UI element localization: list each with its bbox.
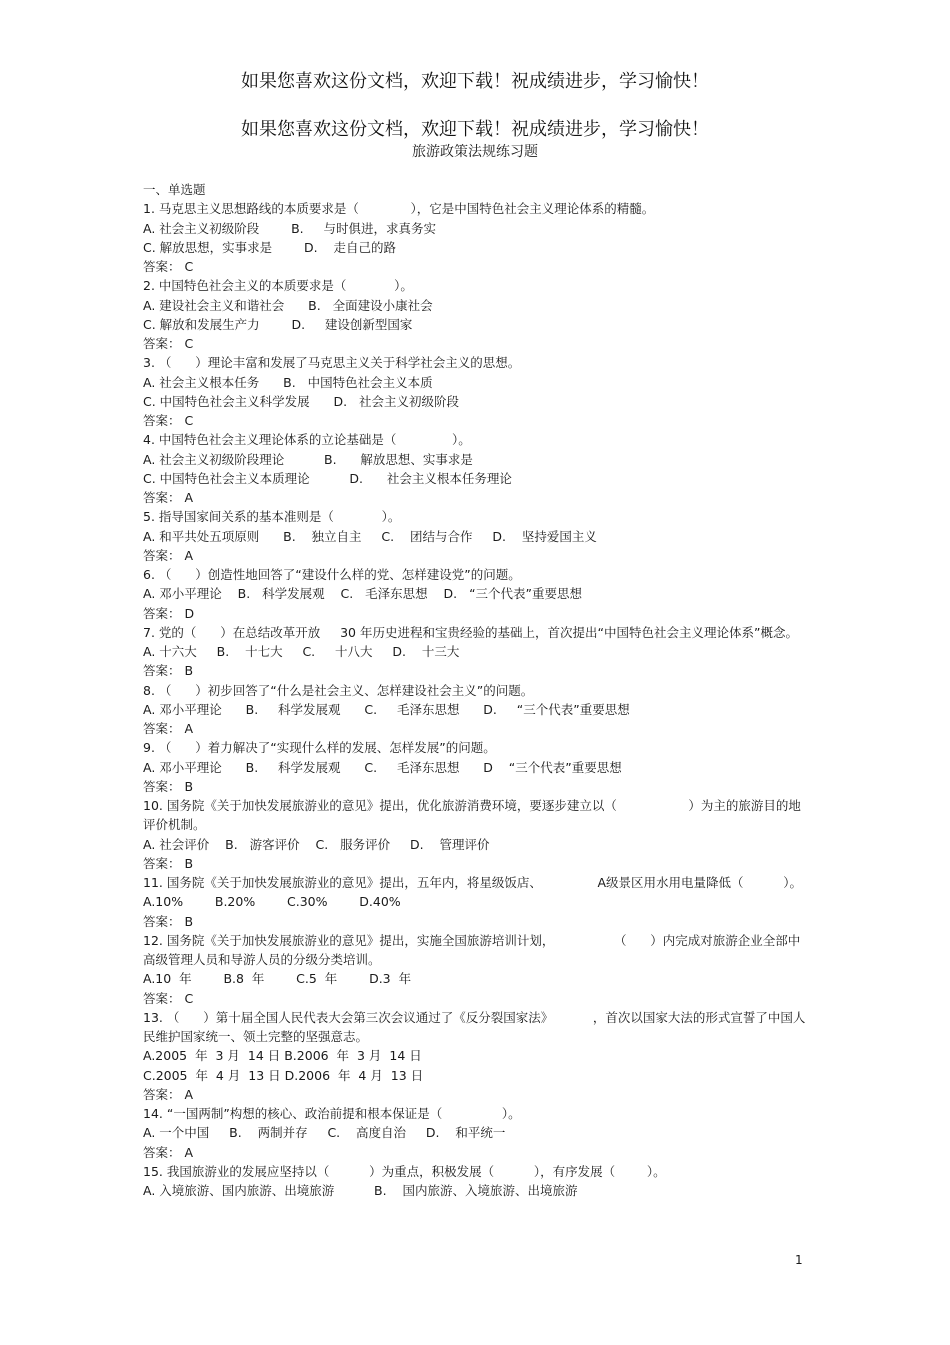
promo-banner-second: 如果您喜欢这份文档，欢迎下载！祝成绩进步，学习愉快！ xyxy=(241,119,709,140)
question-item xyxy=(143,681,823,739)
question-options: A. 邓小平理论 B. 科学发展观 C. 毛泽东思想 D. “三个代表”重要思想 xyxy=(143,586,583,602)
question-item xyxy=(143,430,823,507)
question-options: C.2005 年 4 月 13 日 D.2006 年 4 月 13 日 xyxy=(143,1067,424,1083)
question-options: A.2005 年 3 月 14 日 B.2006 年 3 月 14 日 xyxy=(143,1048,422,1064)
question-options: A. 一个中国 B. 两制并存 C. 高度自治 D. 和平统一 xyxy=(143,1125,506,1141)
question-item xyxy=(143,1162,823,1201)
question-item xyxy=(143,199,823,276)
question-options: A. 社会主义初级阶段理论 B. 解放思想、实事求是 xyxy=(143,451,473,467)
question-options: A.10 年 B.8 年 C.5 年 D.3 年 xyxy=(143,971,412,987)
question-options: A. 社会主义根本任务 B. 中国特色社会主义本质 xyxy=(143,374,433,390)
question-list xyxy=(143,180,823,1200)
question-options: A. 社会评价 B. 游客评价 C. 服务评价 D. 管理评价 xyxy=(143,836,490,852)
question-options: A. 邓小平理论 B. 科学发展观 C. 毛泽东思想 D. “三个代表”重要思想 xyxy=(143,701,630,717)
question-options: C. 中国特色社会主义科学发展 D. 社会主义初级阶段 xyxy=(143,393,460,409)
question-item xyxy=(143,1008,823,1104)
question-item xyxy=(143,796,823,873)
question-options: A. 社会主义初级阶段 B. 与时俱进，求真务实 xyxy=(143,220,436,236)
question-stem: 15. 我国旅游业的发展应坚持以（ ）为重点，积极发展（ ），有序发展（ ）。 xyxy=(143,1163,666,1179)
page-number: 1 xyxy=(795,1253,803,1267)
question-item xyxy=(143,738,823,796)
section-heading: 一、单选题 xyxy=(143,182,206,197)
promo-banner-top: 如果您喜欢这份文档，欢迎下载！祝成绩进步，学习愉快！ xyxy=(241,71,709,92)
question-item xyxy=(143,276,823,353)
question-answer: 答案： B xyxy=(143,913,194,929)
question-options: C. 解放和发展生产力 D. 建设创新型国家 xyxy=(143,316,413,332)
question-stem: 4. 中国特色社会主义理论体系的立论基础是（ ）。 xyxy=(143,432,471,448)
question-options: A. 和平共处五项原则 B. 独立自主 C. 团结与合作 D. 坚持爱国主义 xyxy=(143,528,597,544)
question-answer: 答案： D xyxy=(143,605,195,621)
question-answer: 答案： B xyxy=(143,663,194,679)
question-item xyxy=(143,507,823,565)
question-answer: 答案： C xyxy=(143,336,194,351)
question-stem: 3. （ ）理论丰富和发展了马克思主义关于科学社会主义的思想。 xyxy=(143,355,521,371)
question-answer: 答案： C xyxy=(143,259,194,274)
question-stem: 2. 中国特色社会主义的本质要求是（ ）。 xyxy=(143,278,413,294)
question-options: A. 十六大 B. 十七大 C. 十八大 D. 十三大 xyxy=(143,644,460,659)
question-item xyxy=(143,565,823,623)
question-options: A. 入境旅游、国内旅游、出境旅游 B. 国内旅游、入境旅游、出境旅游 xyxy=(143,1183,578,1198)
question-stem: 14. “一国两制”构想的核心、政治前提和根本保证是（ ）。 xyxy=(143,1106,521,1121)
question-stem: 6. （ ）创造性地回答了“建设什么样的党、怎样建设党”的问题。 xyxy=(143,567,521,582)
document-title: 旅游政策法规练习题 xyxy=(412,144,538,160)
question-answer: 答案： C xyxy=(143,990,194,1006)
question-item xyxy=(143,873,823,931)
question-stem: 8. （ ）初步回答了“什么是社会主义、怎样建设社会主义”的问题。 xyxy=(143,682,534,698)
question-answer: 答案： A xyxy=(143,547,194,563)
question-stem: 7. 党的（ ）在总结改革开放 30 年历史进程和宝贵经验的基础上，首次提出“中国特色社会主义理论体系”概念。 xyxy=(143,624,798,640)
question-answer: 答案： A xyxy=(143,1144,194,1160)
question-answer: 答案： A xyxy=(143,1086,194,1102)
question-options: A. 邓小平理论 B. 科学发展观 C. 毛泽东思想 D “三个代表”重要思想 xyxy=(143,759,622,775)
question-options: A. 建设社会主义和谐社会 B. 全面建设小康社会 xyxy=(143,297,433,313)
question-answer: 答案： A xyxy=(143,721,194,736)
question-stem: 1. 马克思主义思想路线的本质要求是（ ），它是中国特色社会主义理论体系的精髓。 xyxy=(143,201,655,217)
question-stem: 9. （ ）着力解决了“实现什么样的发展、怎样发展”的问题。 xyxy=(143,740,496,756)
question-stem: 12. 国务院《关于加快发展旅游业的意见》提出，实施全国旅游培训计划， （ ）内完成对旅游企业全部中高级管理人员和导游人员的分级分类培训。 xyxy=(143,932,801,967)
question-answer: 答案： C xyxy=(143,413,194,428)
question-item xyxy=(143,353,823,430)
question-item xyxy=(143,1104,823,1162)
question-answer: 答案： B xyxy=(143,778,194,794)
question-answer: 答案： B xyxy=(143,855,194,871)
question-options: C. 解放思想，实事求是 D. 走自己的路 xyxy=(143,239,396,255)
question-stem: 10. 国务院《关于加快发展旅游业的意见》提出，优化旅游消费环境，要逐步建立以（ ）为主的旅游目的地评价机制。 xyxy=(143,798,801,833)
question-options: C. 中国特色社会主义本质理论 D. 社会主义根本任务理论 xyxy=(143,470,512,486)
question-stem: 5. 指导国家间关系的基本准则是（ ）。 xyxy=(143,509,401,525)
question-item xyxy=(143,623,823,681)
question-stem: 11. 国务院《关于加快发展旅游业的意见》提出，五年内，将星级饭店、 A级景区用水用电量降低（ ）。 xyxy=(143,875,803,890)
question-item xyxy=(143,931,823,1008)
question-options: A.10% B.20% C.30% D.40% xyxy=(143,894,401,910)
question-stem: 13. （ ）第十届全国人民代表大会第三次会议通过了《反分裂国家法》 ，首次以国家大法的形式宣誓了中国人民维护国家统一、领土完整的坚强意志。 xyxy=(143,1009,806,1044)
question-answer: 答案： A xyxy=(143,490,194,505)
